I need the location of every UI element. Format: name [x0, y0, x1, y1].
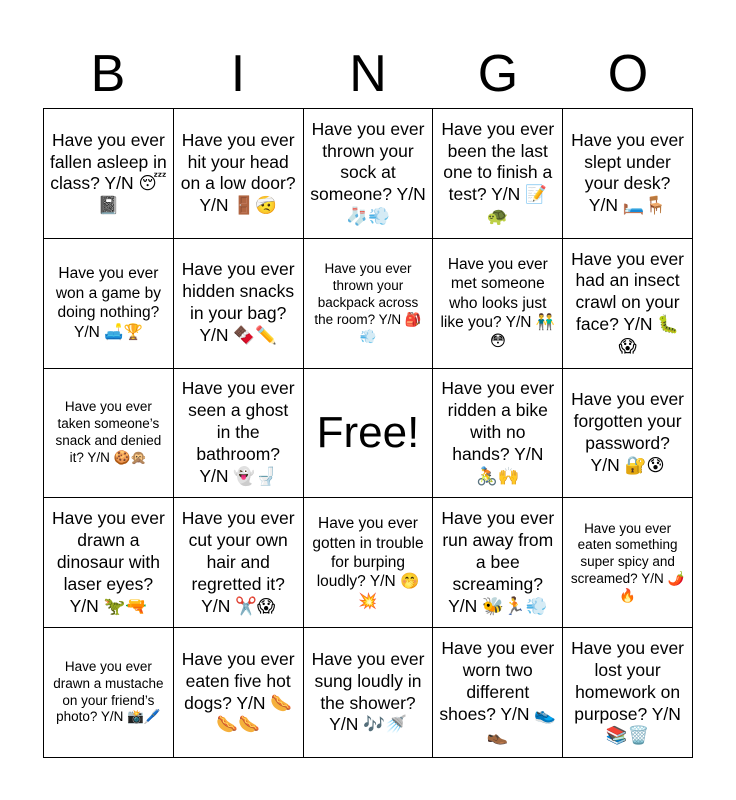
bingo-cell[interactable]	[44, 628, 174, 758]
bingo-cell[interactable]	[563, 239, 693, 369]
bingo-cell-text: Have you ever won a game by doing nothing? Y/N 🛋️🏆	[55, 265, 161, 341]
bingo-cell-text: Have you ever thrown your backpack across the room? Y/N 🎒💨	[314, 261, 422, 344]
bingo-cell-text: Have you ever hidden snacks in your bag? Y/N 🍫✏️	[181, 259, 295, 346]
bingo-cell[interactable]	[44, 369, 174, 499]
bingo-cell[interactable]	[433, 239, 563, 369]
bingo-cell-text: Have you ever drawn a mustache on your friend’s photo? Y/N 📸🖊️	[53, 658, 164, 725]
bingo-cell[interactable]	[44, 109, 174, 239]
bingo-cell[interactable]	[563, 109, 693, 239]
bingo-cell-text: Have you ever eaten something super spicy and screamed? Y/N 🌶️🔥	[570, 520, 685, 604]
bingo-cell-text: Have you ever met someone who looks just like you? Y/N 👬😳	[440, 255, 556, 351]
bingo-cell-text: Have you ever ridden a bike with no hands? Y/N 🚴🙌	[441, 378, 555, 486]
bingo-cell[interactable]	[433, 628, 563, 758]
bingo-cell-text: Have you ever run away from a bee screaming? Y/N 🐝🏃💨	[441, 508, 555, 616]
bingo-cell[interactable]	[563, 628, 693, 758]
bingo-cell-text: Have you ever eaten five hot dogs? Y/N 🌭🌭🌭	[181, 648, 295, 735]
bingo-cell-text: Have you ever seen a ghost in the bathroom? Y/N 👻🚽	[181, 378, 295, 486]
bingo-cell[interactable]	[44, 239, 174, 369]
bingo-cell-text: Have you ever taken someone’s snack and denied it? Y/N 🍪🙊	[55, 399, 162, 465]
bingo-cell[interactable]	[44, 498, 174, 628]
bingo-cell[interactable]	[174, 628, 304, 758]
bingo-cell-text: Have you ever gotten in trouble for burping loudly? Y/N 🤭💥	[312, 515, 424, 610]
bingo-cell[interactable]	[563, 369, 693, 499]
header-letter-n: N	[349, 45, 387, 103]
bingo-cell[interactable]	[433, 109, 563, 239]
bingo-cell-text: Have you ever hit your head on a low door? Y/N 🚪🤕	[180, 129, 296, 216]
bingo-cell[interactable]	[304, 109, 434, 239]
bingo-cell[interactable]	[304, 628, 434, 758]
bingo-cell-text: Have you ever forgotten your password? Y/N 🔐😰	[571, 389, 685, 475]
bingo-cell[interactable]	[304, 239, 434, 369]
bingo-header	[43, 40, 693, 108]
bingo-cell[interactable]	[433, 369, 563, 499]
bingo-cell[interactable]	[304, 498, 434, 628]
bingo-cell-text: Have you ever cut your own hair and regretted it? Y/N ✂️😱	[181, 508, 295, 616]
header-letter-i: I	[230, 45, 246, 103]
bingo-cell-free[interactable]	[304, 369, 434, 499]
bingo-cell-text: Have you ever been the last one to finish a test? Y/N 📝🐢	[441, 118, 555, 227]
bingo-cell-text: Have you ever slept under your desk? Y/N 🛏️🪑	[571, 129, 685, 216]
bingo-cell-text: Have you ever fallen asleep in class? Y/N 😴📓	[50, 129, 167, 216]
header-letter-g: G	[477, 45, 519, 103]
bingo-board	[43, 108, 693, 758]
bingo-cell-text: Have you ever thrown your sock at someone? Y/N 🧦💨	[310, 118, 426, 227]
bingo-cell-text: Have you ever had an insect crawl on your face? Y/N 🐛😱	[571, 248, 685, 356]
bingo-cell-text: Have you ever sung loudly in the shower? Y/N 🎶🚿	[311, 648, 425, 735]
bingo-cell[interactable]	[174, 239, 304, 369]
bingo-cell-text: Have you ever drawn a dinosaur with laser eyes? Y/N 🦖🔫	[51, 508, 165, 616]
header-letter-o: O	[607, 45, 649, 103]
bingo-cell[interactable]	[563, 498, 693, 628]
bingo-cell[interactable]	[433, 498, 563, 628]
bingo-cell[interactable]	[174, 109, 304, 239]
header-letter-b: B	[90, 45, 126, 103]
bingo-cell[interactable]	[174, 498, 304, 628]
bingo-cell-text: Have you ever worn two different shoes? Y/N 👟👞	[439, 637, 557, 746]
free-space-label: Free!	[316, 407, 420, 457]
bingo-cell[interactable]	[174, 369, 304, 499]
bingo-cell-text: Have you ever lost your homework on purpose? Y/N 📚🗑️	[571, 637, 685, 746]
